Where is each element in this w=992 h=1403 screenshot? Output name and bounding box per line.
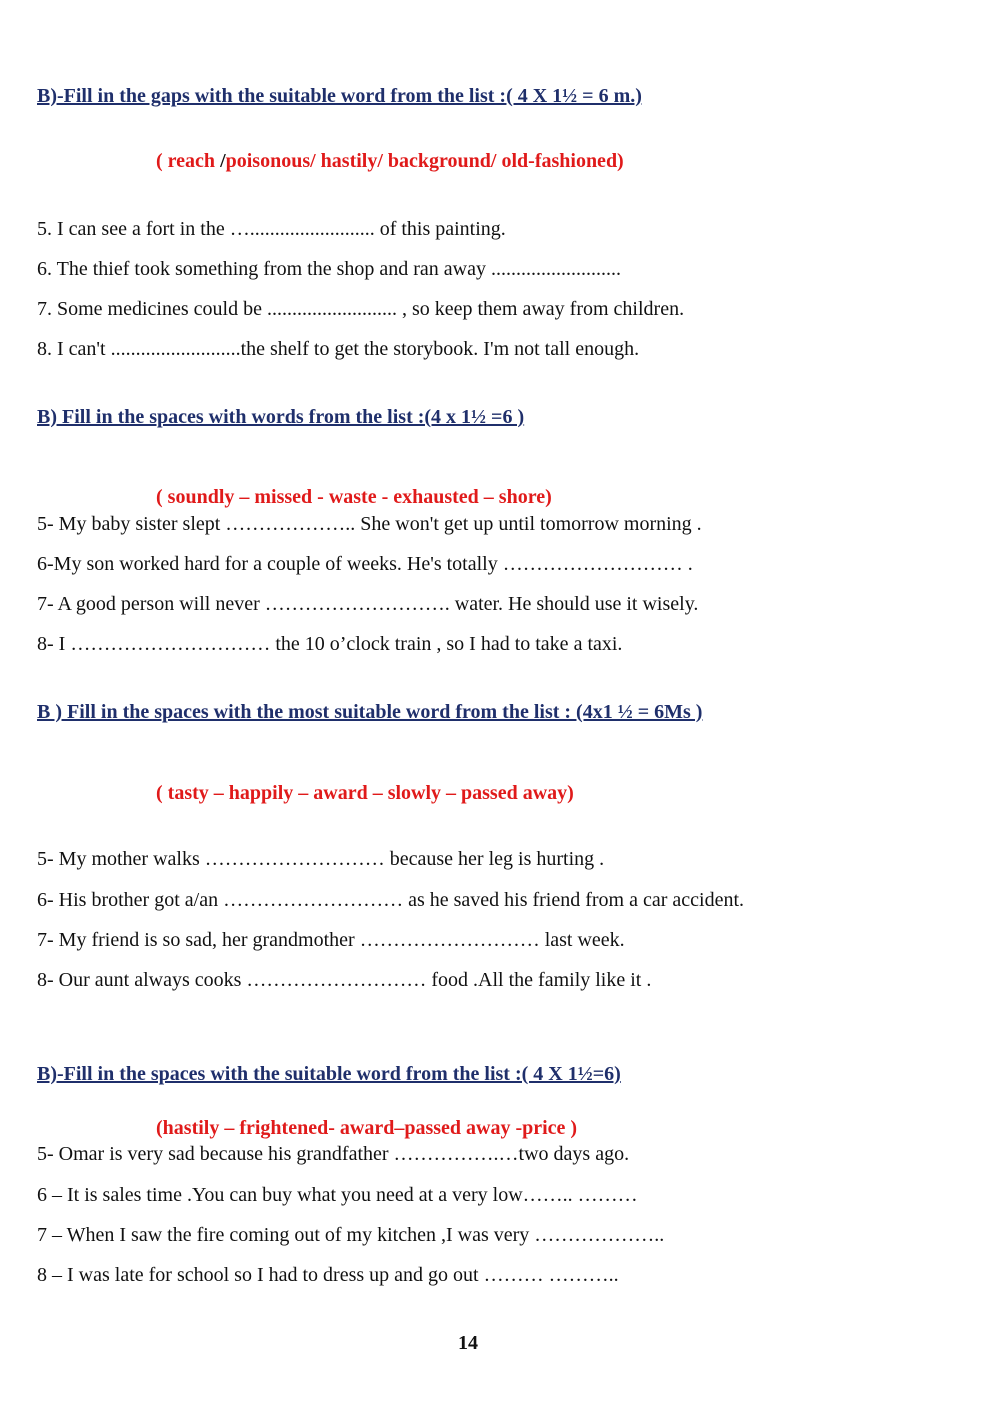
- word-list-rest: poisonous/ hastily/ background/ old-fashioned): [225, 150, 624, 172]
- question-line: 6 – It is sales time .You can buy what you need at a very low…….. ………: [37, 1184, 638, 1206]
- question-line: 8- I ………………………… the 10 o’clock train , so I had to take a taxi.: [37, 633, 623, 655]
- question-line: 5- My mother walks ……………………… because her leg is hurting .: [37, 848, 605, 870]
- question-line: 8. I can't ..........................the shelf to get the storybook. I'm not tall enough.: [37, 338, 640, 360]
- question-line: 6-My son worked hard for a couple of weeks. He's totally ……………………… .: [37, 553, 693, 575]
- question-line: 8- Our aunt always cooks ……………………… food .All the family like it .: [37, 969, 652, 991]
- question-line: 7 – When I saw the fire coming out of my kitchen ,I was very ………………..: [37, 1224, 665, 1246]
- section-2-title: B) Fill in the spaces with words from the list :(4 x 1½ =6 ): [37, 406, 525, 428]
- question-line: 7. Some medicines could be .......................... , so keep them away from children.: [37, 298, 685, 320]
- question-line: 8 – I was late for school so I had to dress up and go out ……… ………..: [37, 1264, 619, 1286]
- section-3-title: B ) Fill in the spaces with the most suitable word from the list : (4x1 ½ = 6Ms ): [37, 701, 703, 723]
- word-list-slash: /: [220, 150, 226, 172]
- section-1-title: B)-Fill in the gaps with the suitable word from the list :( 4 X 1½ = 6 m.): [37, 85, 642, 107]
- word-list-open: ( reach: [156, 150, 221, 172]
- question-line: 6- His brother got a/an ……………………… as he saved his friend from a car accident.: [37, 889, 745, 911]
- section-1-word-list: [156, 150, 624, 173]
- question-line: 7- My friend is so sad, her grandmother ……………………… last week.: [37, 929, 625, 951]
- question-line: 6. The thief took something from the shop and ran away ..........................: [37, 258, 621, 280]
- question-line: 5- Omar is very sad because his grandfather …………….…two days ago.: [37, 1143, 630, 1165]
- section-3-word-list: ( tasty – happily – award – slowly – passed away): [156, 782, 574, 804]
- question-line: 5. I can see a fort in the …......................... of this painting.: [37, 218, 506, 240]
- section-4-title: B)-Fill in the spaces with the suitable word from the list :( 4 X 1½=6): [37, 1063, 621, 1085]
- question-line: 5- My baby sister slept ……………….. She won't get up until tomorrow morning .: [37, 513, 702, 535]
- question-line: 7- A good person will never ………………………. water. He should use it wisely.: [37, 593, 699, 615]
- page-number: 14: [458, 1332, 478, 1354]
- section-4-word-list: (hastily – frightened- award–passed away -price ): [156, 1117, 578, 1139]
- section-2-word-list: ( soundly – missed - waste - exhausted – shore): [156, 486, 552, 508]
